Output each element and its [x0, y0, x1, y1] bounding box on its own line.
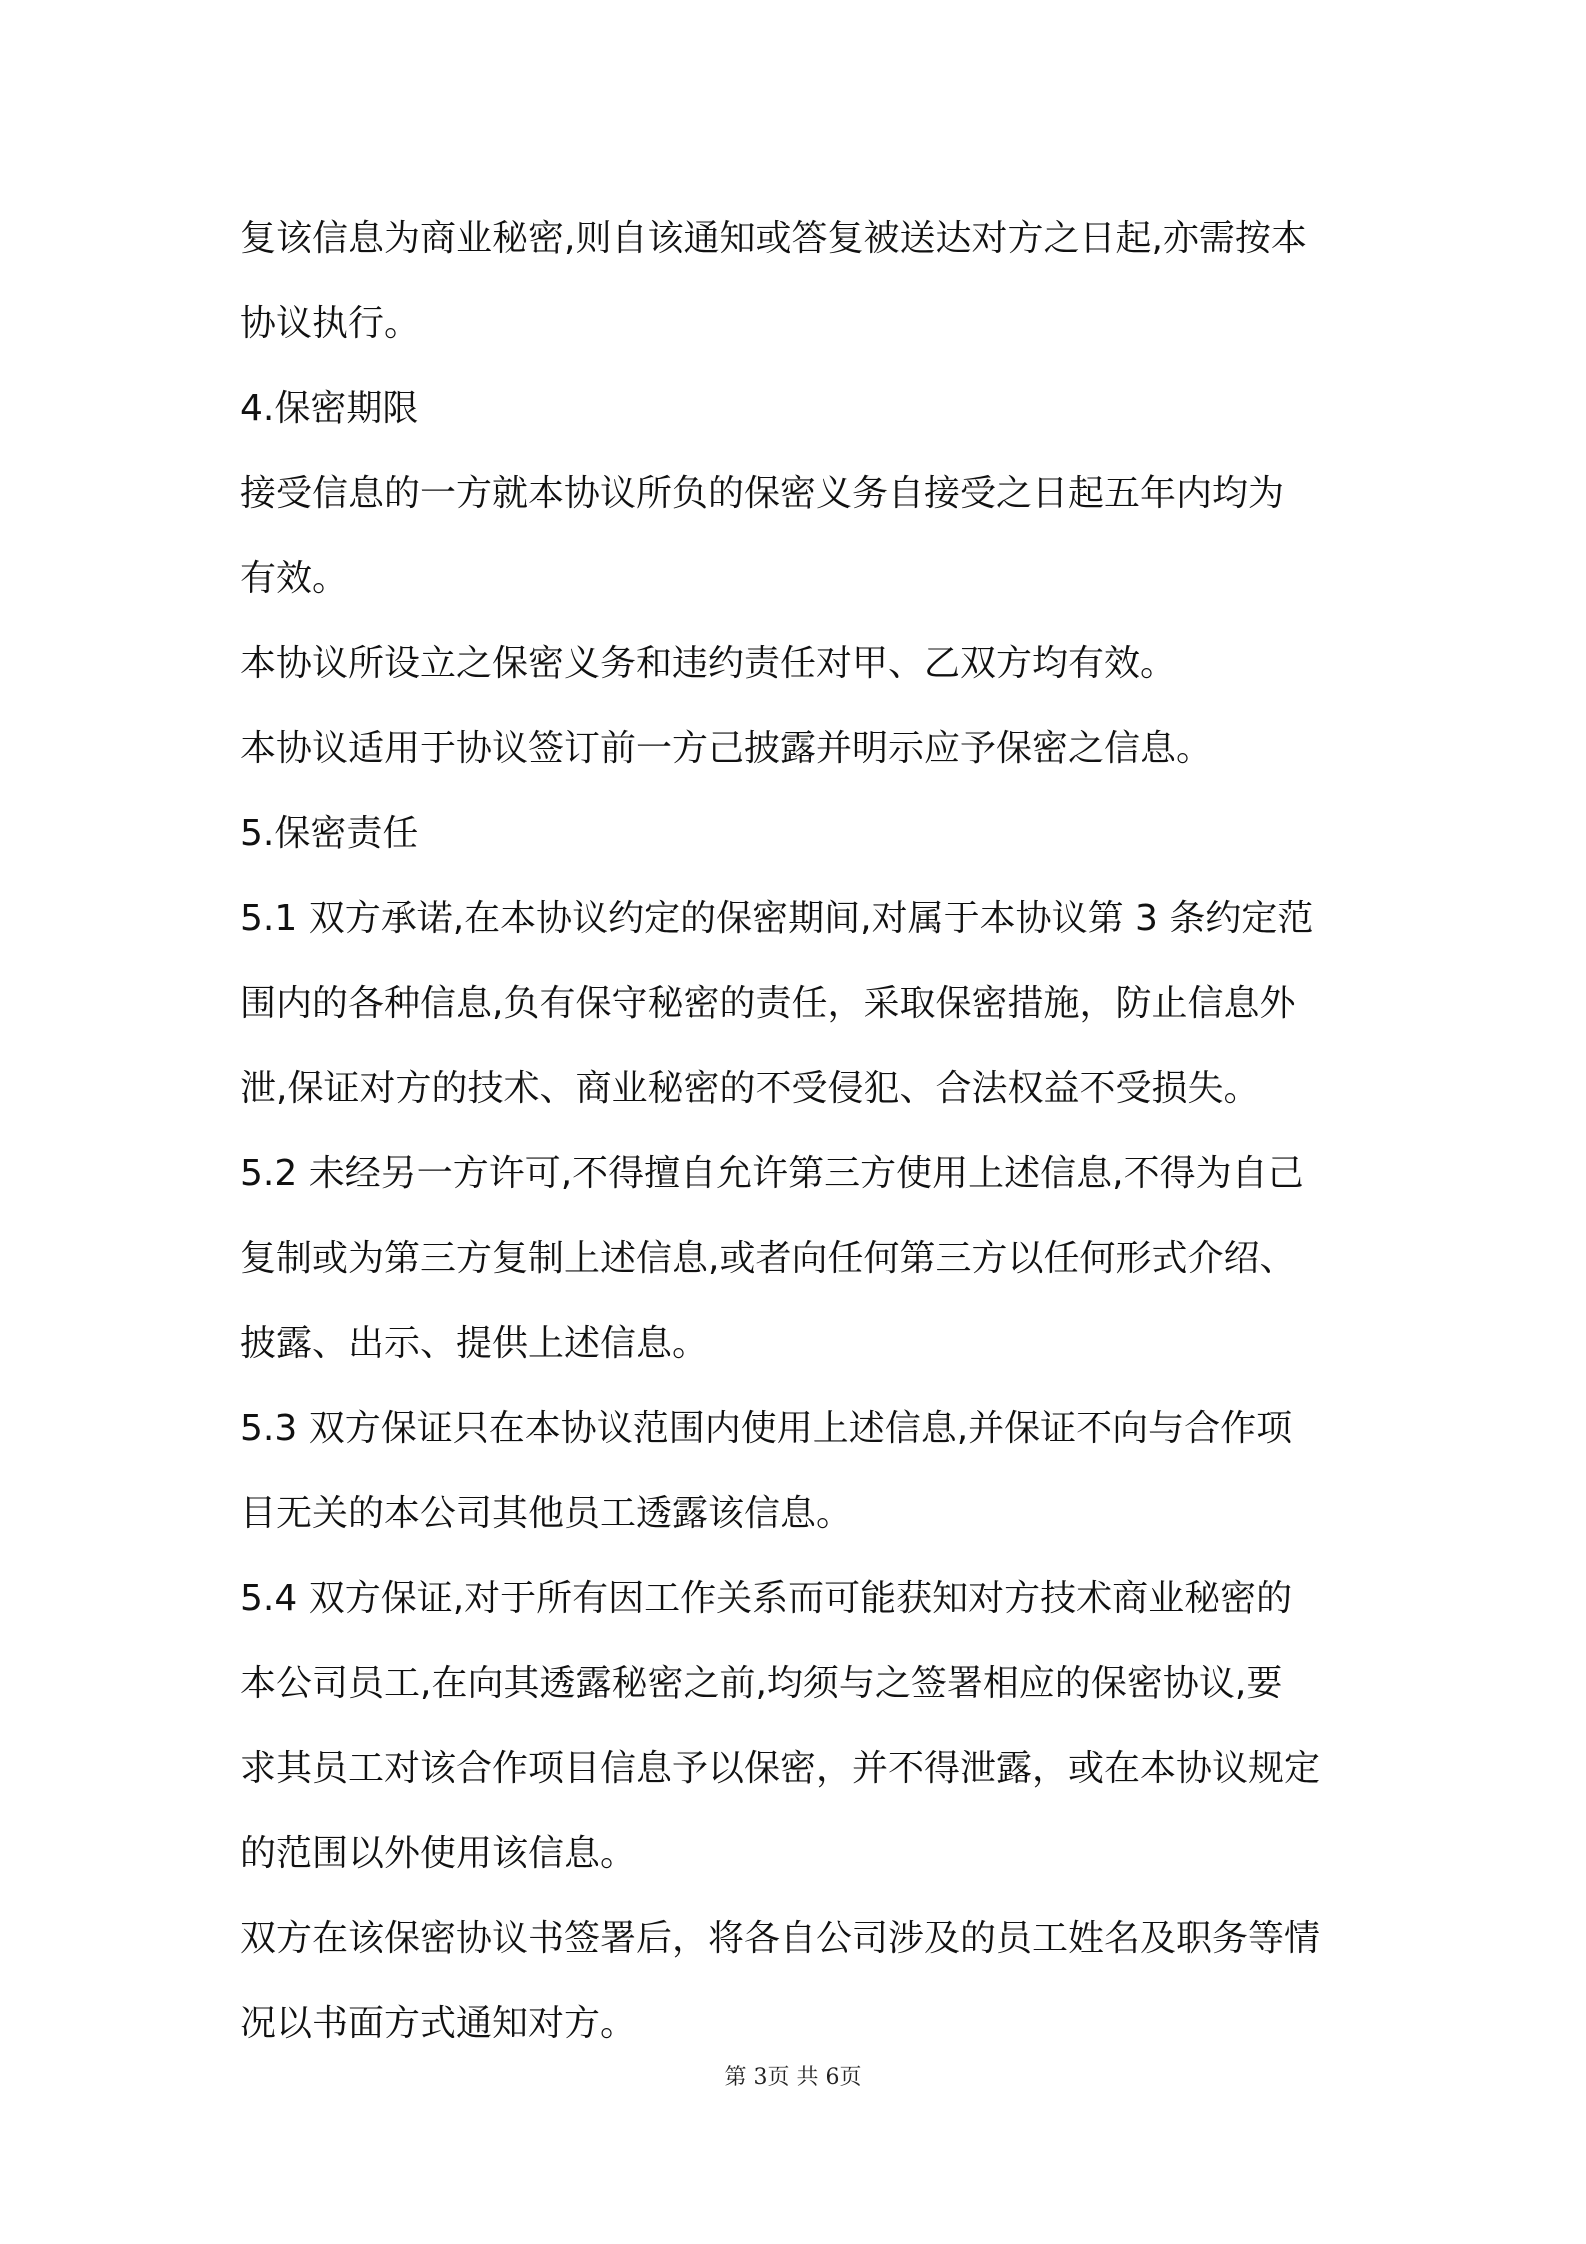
body-line: 双方在该保密协议书签署后，将各自公司涉及的员工姓名及职务等情 [240, 1918, 1321, 1959]
body-line: 复该信息为商业秘密,则自该通知或答复被送达对方之日起,亦需按本 [240, 218, 1307, 259]
body-line: 有效。 [240, 558, 349, 599]
body-line: 本协议适用于协议签订前一方己披露并明示应予保密之信息。 [240, 728, 1213, 769]
body-line: 况以书面方式通知对方。 [240, 2003, 637, 2044]
section-heading: 5.保密责任 [240, 813, 419, 854]
body-line: 接受信息的一方就本协议所负的保密义务自接受之日起五年内均为 [240, 473, 1285, 514]
body-line: 围内的各种信息,负有保守秘密的责任，采取保密措施，防止信息外 [240, 983, 1296, 1024]
body-line: 披露、出示、提供上述信息。 [240, 1323, 709, 1364]
body-line: 复制或为第三方复制上述信息,或者向任何第三方以任何形式介绍、 [240, 1238, 1296, 1279]
body-line: 本协议所设立之保密义务和违约责任对甲、乙双方均有效。 [240, 643, 1177, 684]
document-body [240, 196, 1360, 2066]
body-line: 5.1 双方承诺,在本协议约定的保密期间,对属于本协议第 3 条约定范 [240, 898, 1314, 939]
page-number-footer: 第 3页 共 6页 [724, 2065, 862, 2090]
body-line: 5.3 双方保证只在本协议范围内使用上述信息,并保证不向与合作项 [240, 1408, 1293, 1449]
body-line: 5.4 双方保证,对于所有因工作关系而可能获知对方技术商业秘密的 [240, 1578, 1293, 1619]
body-line: 求其员工对该合作项目信息予以保密，并不得泄露，或在本协议规定 [240, 1748, 1321, 1789]
body-line: 泄,保证对方的技术、商业秘密的不受侵犯、合法权益不受损失。 [240, 1068, 1260, 1109]
section-heading: 4.保密期限 [240, 388, 419, 429]
body-line: 本公司员工,在向其透露秘密之前,均须与之签署相应的保密协议,要 [240, 1663, 1283, 1704]
body-line: 目无关的本公司其他员工透露该信息。 [240, 1493, 853, 1534]
body-line: 的范围以外使用该信息。 [240, 1833, 637, 1874]
body-line: 协议执行。 [240, 303, 421, 344]
body-line: 5.2 未经另一方许可,不得擅自允许第三方使用上述信息,不得为自己 [240, 1153, 1304, 1194]
